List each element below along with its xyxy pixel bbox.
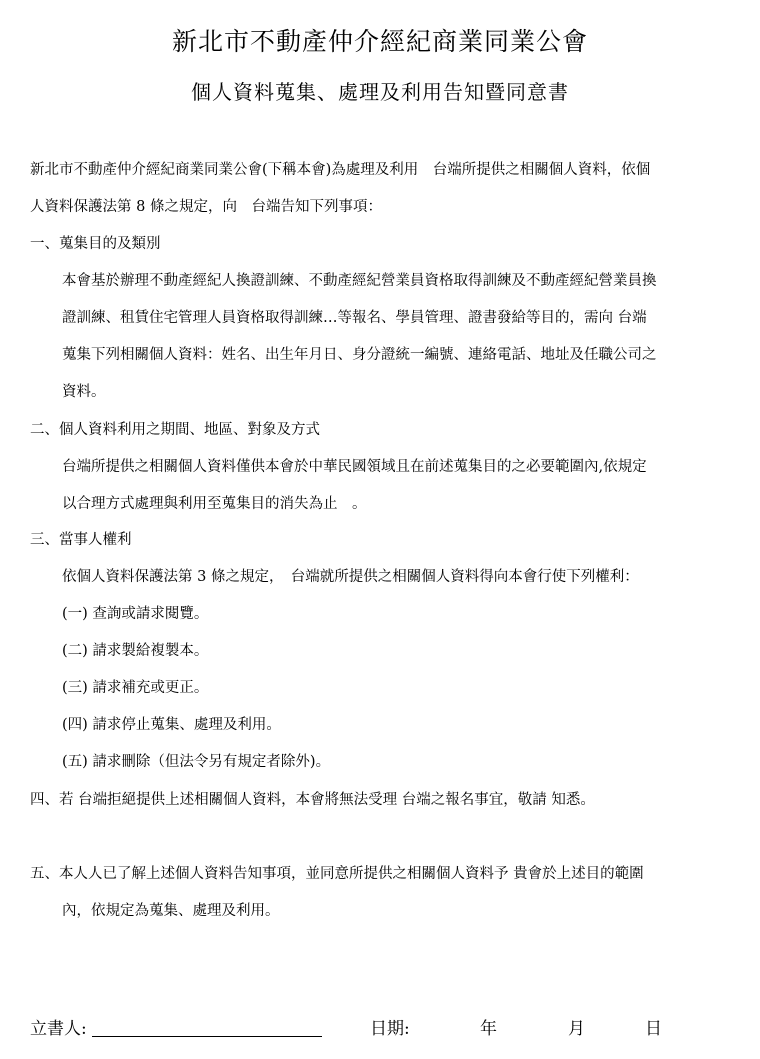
signature-line[interactable] — [92, 1036, 322, 1037]
signer-label: 立書人: — [30, 1019, 87, 1039]
section1-body — [62, 263, 730, 411]
section4-text: 四、若 台端拒絕提供上述相關個人資料，本會將無法受理 台端之報名事宜，敬請 知悉。 — [30, 792, 595, 808]
section5-line: 內，依規定為蒐集、處理及利用。 — [62, 903, 280, 919]
section2-line: 以合理方式處理與利用至蒐集目的消失為止 。 — [62, 496, 367, 512]
intro-line: 人資料保護法第 8 條之規定，向 台端告知下列事項： — [30, 199, 382, 215]
section3-heading: 三、當事人權利 — [30, 532, 132, 548]
section3-intro-line: 依個人資料保護法第 3 條之規定， 台端就所提供之相關個人資料得向本會行使下列權利： — [62, 569, 639, 585]
section5-line: 五、本人人已了解上述個人資料告知事項，並同意所提供之相關個人資料予 貴會於上述目的範圍 — [30, 866, 644, 882]
section1-line: 證訓練、租賃住宅管理人員資格取得訓練…等報名、學員管理、證書發給等目的，需向 台端 — [62, 310, 647, 326]
section2-heading: 二、個人資料利用之期間、地區、對象及方式 — [30, 422, 320, 438]
section2-body — [62, 449, 730, 523]
rights-list-item: (五) 請求刪除（但法令另有規定者除外)。 — [62, 754, 331, 770]
intro-paragraph — [30, 152, 730, 226]
rights-list-item: (四) 請求停止蒐集、處理及利用。 — [62, 717, 281, 733]
section2-line: 台端所提供之相關個人資料僅供本會於中華民國領域且在前述蒐集目的之必要範圍內,依規定 — [62, 459, 647, 475]
section1-line: 本會基於辦理不動產經紀人換證訓練、不動產經紀營業員資格取得訓練及不動產經紀營業員換 — [62, 273, 657, 289]
date-label: 日期: — [370, 1019, 410, 1039]
year-label: 年 — [480, 1019, 497, 1039]
section1-line: 資料。 — [62, 384, 106, 400]
section1-heading: 一、蒐集目的及類別 — [30, 236, 161, 252]
rights-list-item: (二) 請求製給複製本。 — [62, 643, 209, 659]
section1-line: 蒐集下列相關個人資料：姓名、出生年月日、身分證統一編號、連絡電話、地址及任職公司之 — [62, 347, 657, 363]
signature-row — [30, 1010, 730, 1042]
rights-list-item: (一) 查詢或請求閱覽。 — [62, 606, 209, 622]
month-label: 月 — [568, 1019, 585, 1039]
document-title: 新北市不動產仲介經紀商業同業公會 — [171, 27, 588, 56]
document-subtitle: 個人資料蒐集、處理及利用告知暨同意書 — [191, 80, 569, 104]
rights-list-item: (三) 請求補充或更正。 — [62, 680, 209, 696]
day-label: 日 — [645, 1019, 662, 1039]
intro-line: 新北市不動產仲介經紀商業同業公會(下稱本會)為處理及利用 台端所提供之相關個人資料，依個 — [30, 162, 651, 178]
